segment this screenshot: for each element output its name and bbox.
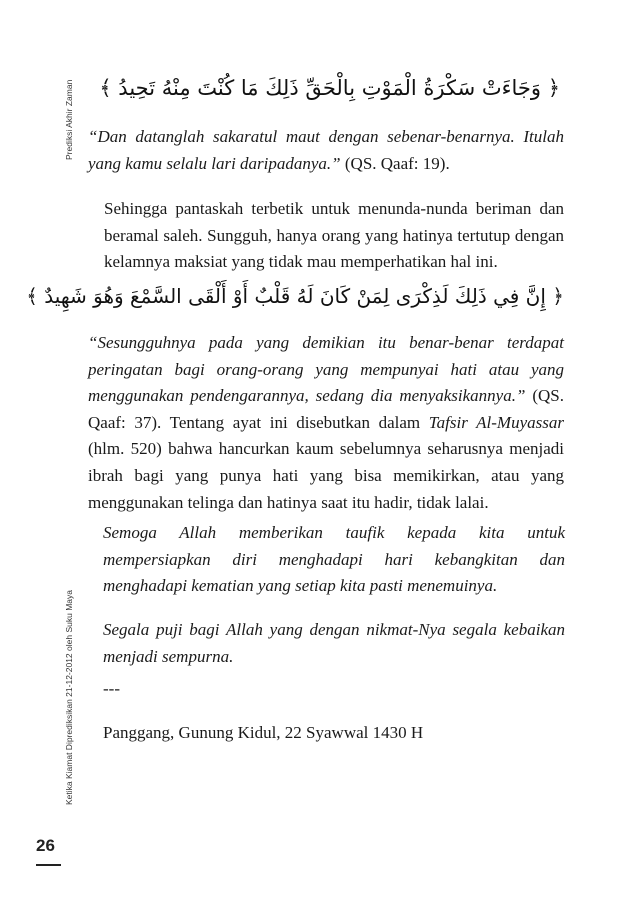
arabic-verse-2: ﴿ إِنَّ فِي ذَلِكَ لَذِكْرَى لِمَنْ كَانَ لَهُ قَلْبٌ أَوْ أَلْقَى السَّمْعَ وَهُوَ شَهِيدٌ ﴾ (26, 284, 564, 308)
quote-1-text: “Dan datanglah sakaratul maut dengan sebenar-benarnya. Itulah yang kamu selalu lari daripadanya.” (88, 127, 564, 173)
quote-1-citation: (QS. Qaaf: 19). (340, 153, 450, 173)
running-head-bottom-text: Ketika Kiamat Diprediksikan 21-12-2012 oleh Suku Maya (64, 590, 74, 805)
separator: --- (103, 679, 120, 698)
closing-paragraph-1: Semoga Allah memberikan taufik kepada kita untuk mempersiapkan diri menghadapi hari kebangkitan dan menghadapi kematian yang setiap kita pasti menemuinya. (103, 523, 565, 596)
closing-paragraph-2: Segala puji bagi Allah yang dengan nikmat-Nya segala kebaikan menjadi sempurna. (103, 620, 565, 666)
page-number: 26 (36, 836, 55, 855)
quote-2 (88, 330, 564, 516)
quote-1 (88, 124, 564, 177)
quote-2-text: “Sesungguhnya pada yang demikian itu benar-benar terdapat peringatan bagi orang-orang yang mempunyai hati atau yang menggunakan pendengarannya, sedang dia menyaksikannya.” (88, 333, 564, 406)
running-head-bottom (0, 560, 80, 805)
quote-2-rest: (hlm. 520) bahwa hancurkan kaum sebelumnya seharusnya menjadi ibrah bagi yang punya hati yang bisa memikirkan, atau yang menggunakan telinga dan hatinya saat itu hadir, tidak lalai. (88, 439, 564, 512)
quote-2-citation: (QS. Qaaf: 37). Tentang ayat ini disebutkan dalam (88, 386, 564, 432)
quote-2-book-title: Tafsir Al-Muyassar (428, 412, 564, 432)
signature-line: Panggang, Gunung Kidul, 22 Syawwal 1430 H (103, 723, 424, 742)
paragraph-1: Sehingga pantaskah terbetik untuk menunda-nunda beriman dan beramal saleh. Sungguh, hanya orang yang hatinya tertutup dengan kelamnya maksiat yang tidak mau memperhatikan hal ini. (104, 199, 564, 272)
running-head-top-text: Prediksi Akhir Zaman (64, 79, 74, 160)
arabic-verse-1: ﴿ وَجَاءَتْ سَكْرَةُ الْمَوْتِ بِالْحَقِّ ذَلِكَ مَا كُنْتَ مِنْهُ تَحِيدُ ﴾ (99, 76, 560, 100)
running-head-top (0, 0, 80, 160)
page-number-rule (36, 864, 61, 866)
